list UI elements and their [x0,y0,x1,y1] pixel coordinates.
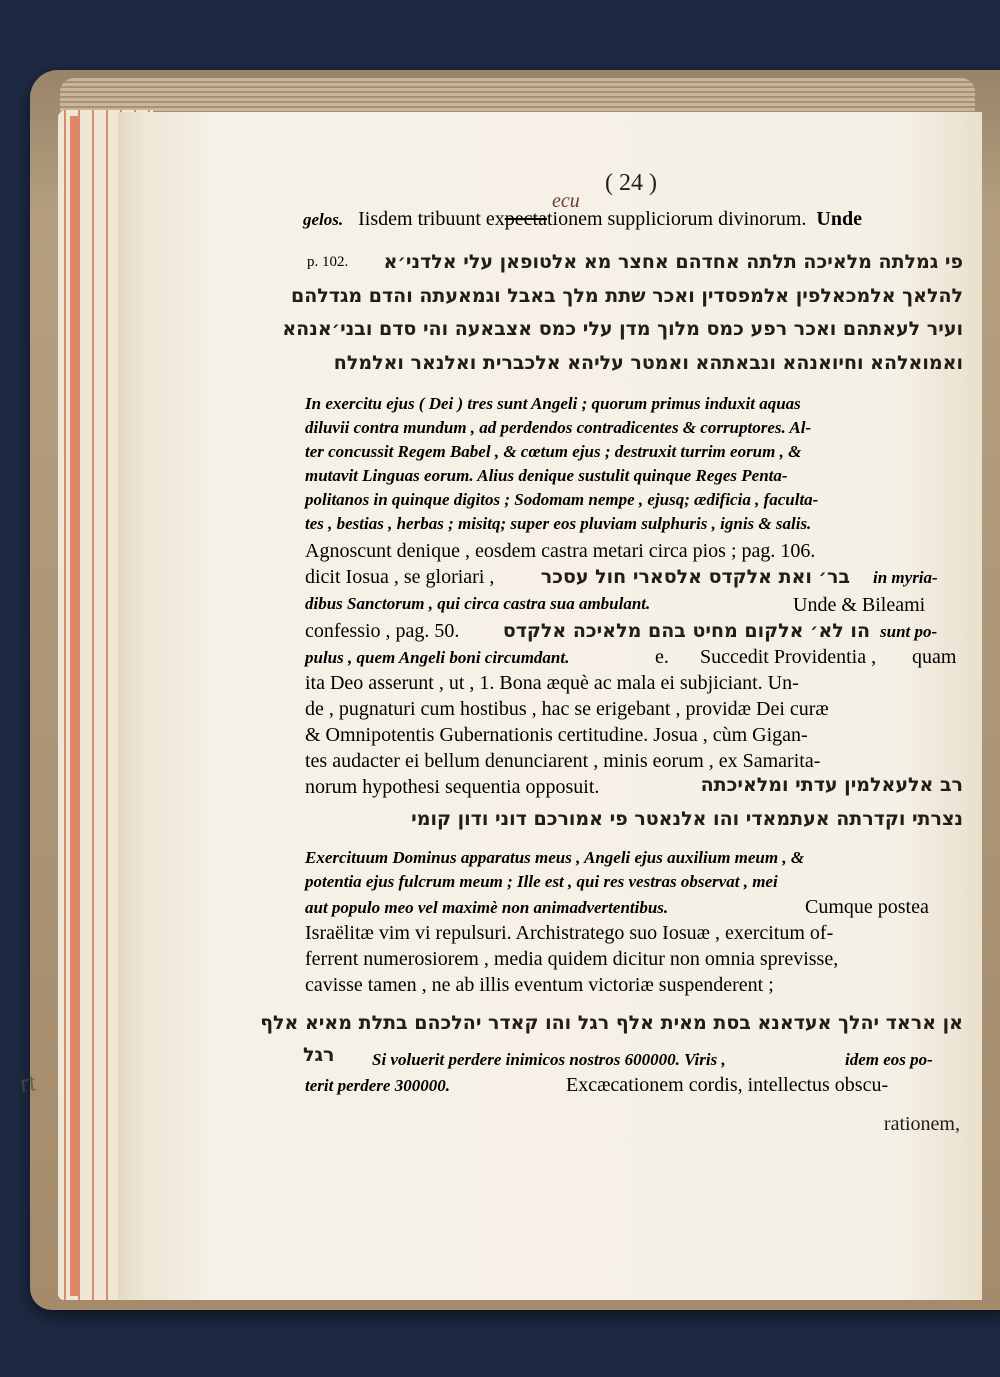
hebrew-line-4: ואמואלהא וחיואנהא ונבאתהא ואמטר עליהא אלכברית ואלנאר ואלמלח [333,352,963,374]
hebrew-line-3: ועיר לעאתהם ואכר רפע כמס מלוך מדן עלי כמס אצבאעה והי סדם ובני׳אנהא [282,318,963,340]
latin-line-8: potentia ejus fulcrum meum ; Ille est , qui res vestras observat , mei [305,872,778,891]
text-line-r4: confessio , pag. 50. [305,620,460,642]
latin-line-11: terit perdere 300000. [305,1076,450,1095]
hebrew-inline-3: רב אלעאלמין עדתי ומלאיכתה [700,774,963,796]
latin-line-4: mutavit Linguas eorum. Alius denique sustulit quinque Reges Penta- [305,466,788,485]
text-line-r12: ferrent numerosiorem , media quidem dicitur non omnia sprevisse, [305,948,839,970]
text-line-1 [303,208,963,231]
text-line-r10: norum hypothesi sequentia opposuit. [305,776,600,798]
hebrew-line-1: פי גמלתה מלאיכה תלתה אחדהם אחצר מא אלטופאן עלי אלדני׳א [383,251,963,273]
latin-inline: in myria- [873,568,938,587]
text-segment: quam [912,646,957,668]
latin-inline: sunt po- [880,622,938,641]
hebrew-line-5: נצרתי וקדרתה אעתמאדי והו אלנאטר פי אמורכם דוני ודון קומי [411,808,963,830]
margin-handwriting: rt [18,1067,38,1098]
text-segment: Unde [816,208,862,230]
text-line-r6: ita Deo asserunt , ut , 1. Bona æquè ac mala ei subjiciant. Un- [305,672,799,694]
hebrew-inline-2: הו לא׳ אלקום מחיט בהם מלאיכה אלקדס [502,620,870,642]
text-line-r8: & Omnipotentis Gubernationis certitudine. Josua , cùm Gigan- [305,724,808,746]
hebrew-line-2: להלאך אלמכאלפין אלמפסדין ואכר שתת מלך באבל וגמאעתה והדם מגדלהם [290,285,963,307]
text-line-r13: cavisse tamen , ne ab illis eventum victoriæ suspenderent ; [305,974,774,996]
text-segment: Unde & Bileami [793,594,926,616]
latin-line-6: tes , bestias , herbas ; misitq; super eos pluviam sulphuris , ignis & salis. [305,514,812,533]
catchword: rationem, [883,1113,960,1135]
text-line-r11: Israëlitæ vim vi repulsuri. Archistratego suo Iosuæ , exercitum of- [305,922,834,944]
page-number: ( 24 ) [605,170,657,196]
latin-line-3: ter concussit Regem Babel , & cœtum ejus ; destruxit turrim eorum , & [305,442,802,461]
latin-line-9: aut populo meo vel maximè non animadvertentibus. [305,898,669,917]
latin-line-r3: dibus Sanctorum , qui circa castra sua ambulant. [305,594,651,613]
text-segment: Iisdem tribuunt ex [358,208,505,230]
text-line-r9: tes audacter ei bellum denunciarent , minis eorum , ex Samarita- [305,750,821,772]
latin-line-1: In exercitu ejus ( Dei ) tres sunt Angeli ; quorum primus induxit aquas [305,394,801,413]
latin-line-2: diluvii contra mundum , ad perdendos contradicentes & corruptores. Al- [305,418,812,437]
text-segment: Cumque postea [805,896,929,918]
text-line-r1: Agnoscunt denique , eosdem castra metari circa pios ; pag. 106. [305,540,816,562]
latin-line-5: politanos in quinque digitos ; Sodomam nempe , ejusq; ædificia , faculta- [305,490,819,509]
text-line-r2a: dicit Iosua , se gloriari , [305,566,495,588]
text-line-r7: de , pugnaturi cum hostibus , hac se erigebant , providæ Dei curæ [305,698,829,720]
latin-line-r5: pulus , quem Angeli boni circumdant. [305,648,570,667]
latin-inline: idem eos po- [845,1050,933,1069]
latin-line-10: Si voluerit perdere inimicos nostros 600000. Viris , [372,1050,726,1069]
text-segment: Succedit Providentia , [700,646,877,668]
latin-line-7: Exercituum Dominus apparatus meus , Angeli ejus auxilium meum , & [305,848,805,867]
hebrew-line-7: רגל [303,1044,335,1066]
text-segment: tionem suppliciorum divinorum. [546,208,807,230]
hebrew-line-6: אן אראד יהלך אעדאנא בסת מאית אלף רגל והו קאדר יהלכהם בתלת מאיא אלף [260,1012,963,1034]
text-segment: Excæcationem cordis, intellectus obscu- [566,1074,889,1096]
hebrew-inline-1: בר׳ ואת אלקדס אלסארי חול עסכר [540,566,850,588]
handwritten-annotation: ecu [552,190,580,212]
red-page-edge [70,116,78,1296]
text-segment: e. [655,646,669,668]
page-reference: p. 102. [307,254,349,270]
latin-word: gelos. [303,210,344,229]
struck-text: pecta [504,208,547,230]
book-top-edge [60,78,975,114]
